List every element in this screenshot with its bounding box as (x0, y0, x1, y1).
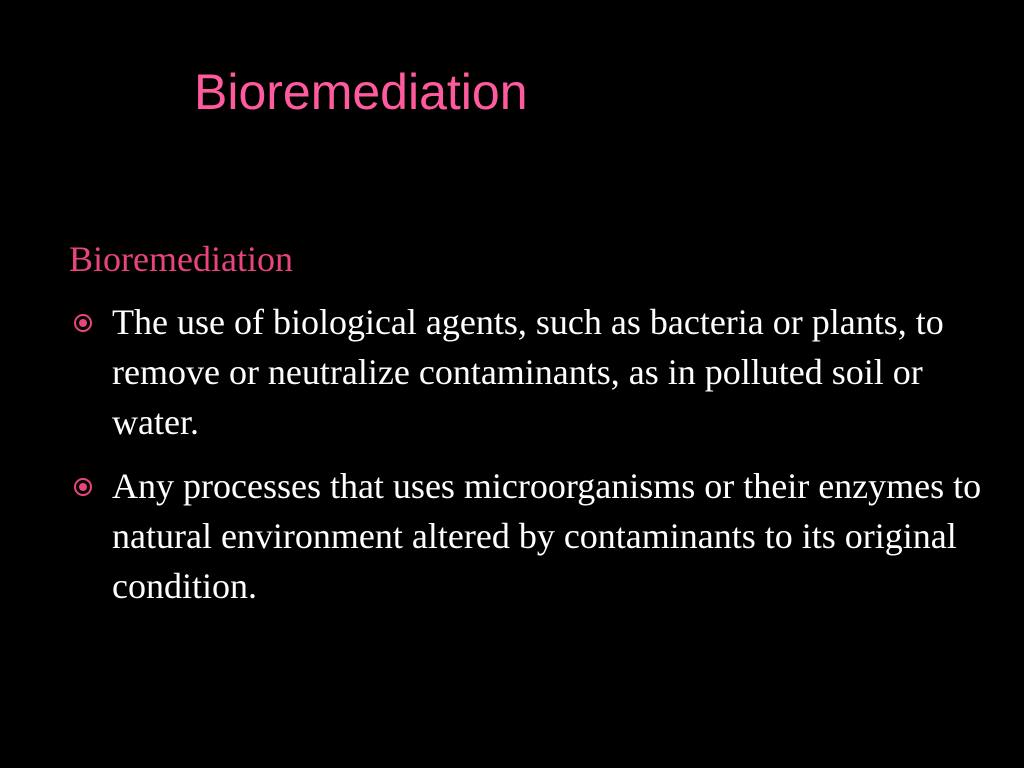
bullet-text: The use of biological agents, such as bacteria or plants, to remove or neutralize contaminants, as in polluted soil or water. (112, 302, 944, 442)
bullet-item (69, 297, 989, 447)
bullet-list (69, 297, 989, 611)
bullet-text: Any processes that uses microorganisms or their enzymes to natural environment altered by contaminants to its original condition. (112, 466, 982, 606)
circled-dot-bullet-icon (73, 477, 93, 497)
bullet-item (69, 461, 989, 611)
slide-content (69, 233, 989, 625)
slide-title: Bioremediation (194, 64, 528, 120)
circled-dot-bullet-icon (73, 313, 93, 333)
slide-subheading: Bioremediation (69, 239, 293, 279)
